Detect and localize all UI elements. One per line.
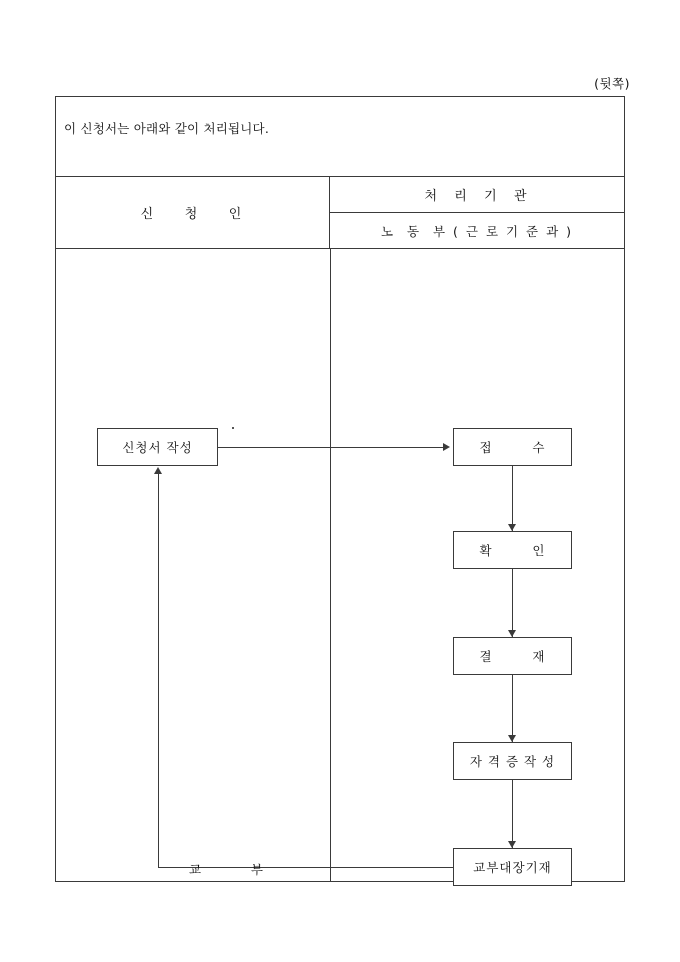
flowchart-area [56, 249, 624, 881]
edge-write-to-receipt-arrowhead [443, 443, 450, 451]
edge-write-to-receipt [218, 447, 443, 448]
stray-mark [232, 427, 234, 429]
edge-label-delivery: 교 부 [189, 862, 265, 877]
edge-verify-to-approval [512, 569, 513, 637]
edge-certificate-to-ledger [512, 780, 513, 848]
edge-ledger-to-write-vertical [158, 474, 159, 867]
edge-certificate-to-ledger-arrowhead [508, 841, 516, 848]
agency-name-cell [330, 213, 624, 248]
form-outer-box [55, 96, 625, 882]
edge-receipt-to-verify-arrowhead [508, 524, 516, 531]
flow-node-ledger-entry: 교부대장기재 [453, 848, 572, 886]
flow-node-receipt: 접 수 [453, 428, 572, 466]
edge-approval-to-certificate [512, 675, 513, 742]
page-side-note: (뒷쪽) [594, 76, 630, 91]
flow-node-verify: 확 인 [453, 531, 572, 569]
agency-name-label: 노 동 부 ( 근 로 기 준 과 ) [380, 223, 574, 239]
edge-receipt-to-verify [512, 466, 513, 531]
intro-row [56, 97, 624, 177]
agency-title-label: 처 리 기 관 [424, 189, 530, 204]
intro-text: 이 신청서는 아래와 같이 처리됩니다. [64, 121, 269, 136]
agency-column-header [330, 177, 624, 248]
edge-approval-to-certificate-arrowhead [508, 735, 516, 742]
flow-node-write-application: 신청서 작성 [97, 428, 218, 466]
column-header-band [56, 177, 624, 249]
applicant-column-header [56, 177, 330, 248]
flow-node-issue-certificate: 자 격 증 작 성 [453, 742, 572, 780]
applicant-column-label: 신 청 인 [140, 207, 245, 222]
agency-title-cell [330, 177, 624, 213]
column-divider [330, 249, 331, 881]
edge-ledger-to-write-arrowhead [154, 467, 162, 474]
flow-node-approval: 결 재 [453, 637, 572, 675]
edge-verify-to-approval-arrowhead [508, 630, 516, 637]
